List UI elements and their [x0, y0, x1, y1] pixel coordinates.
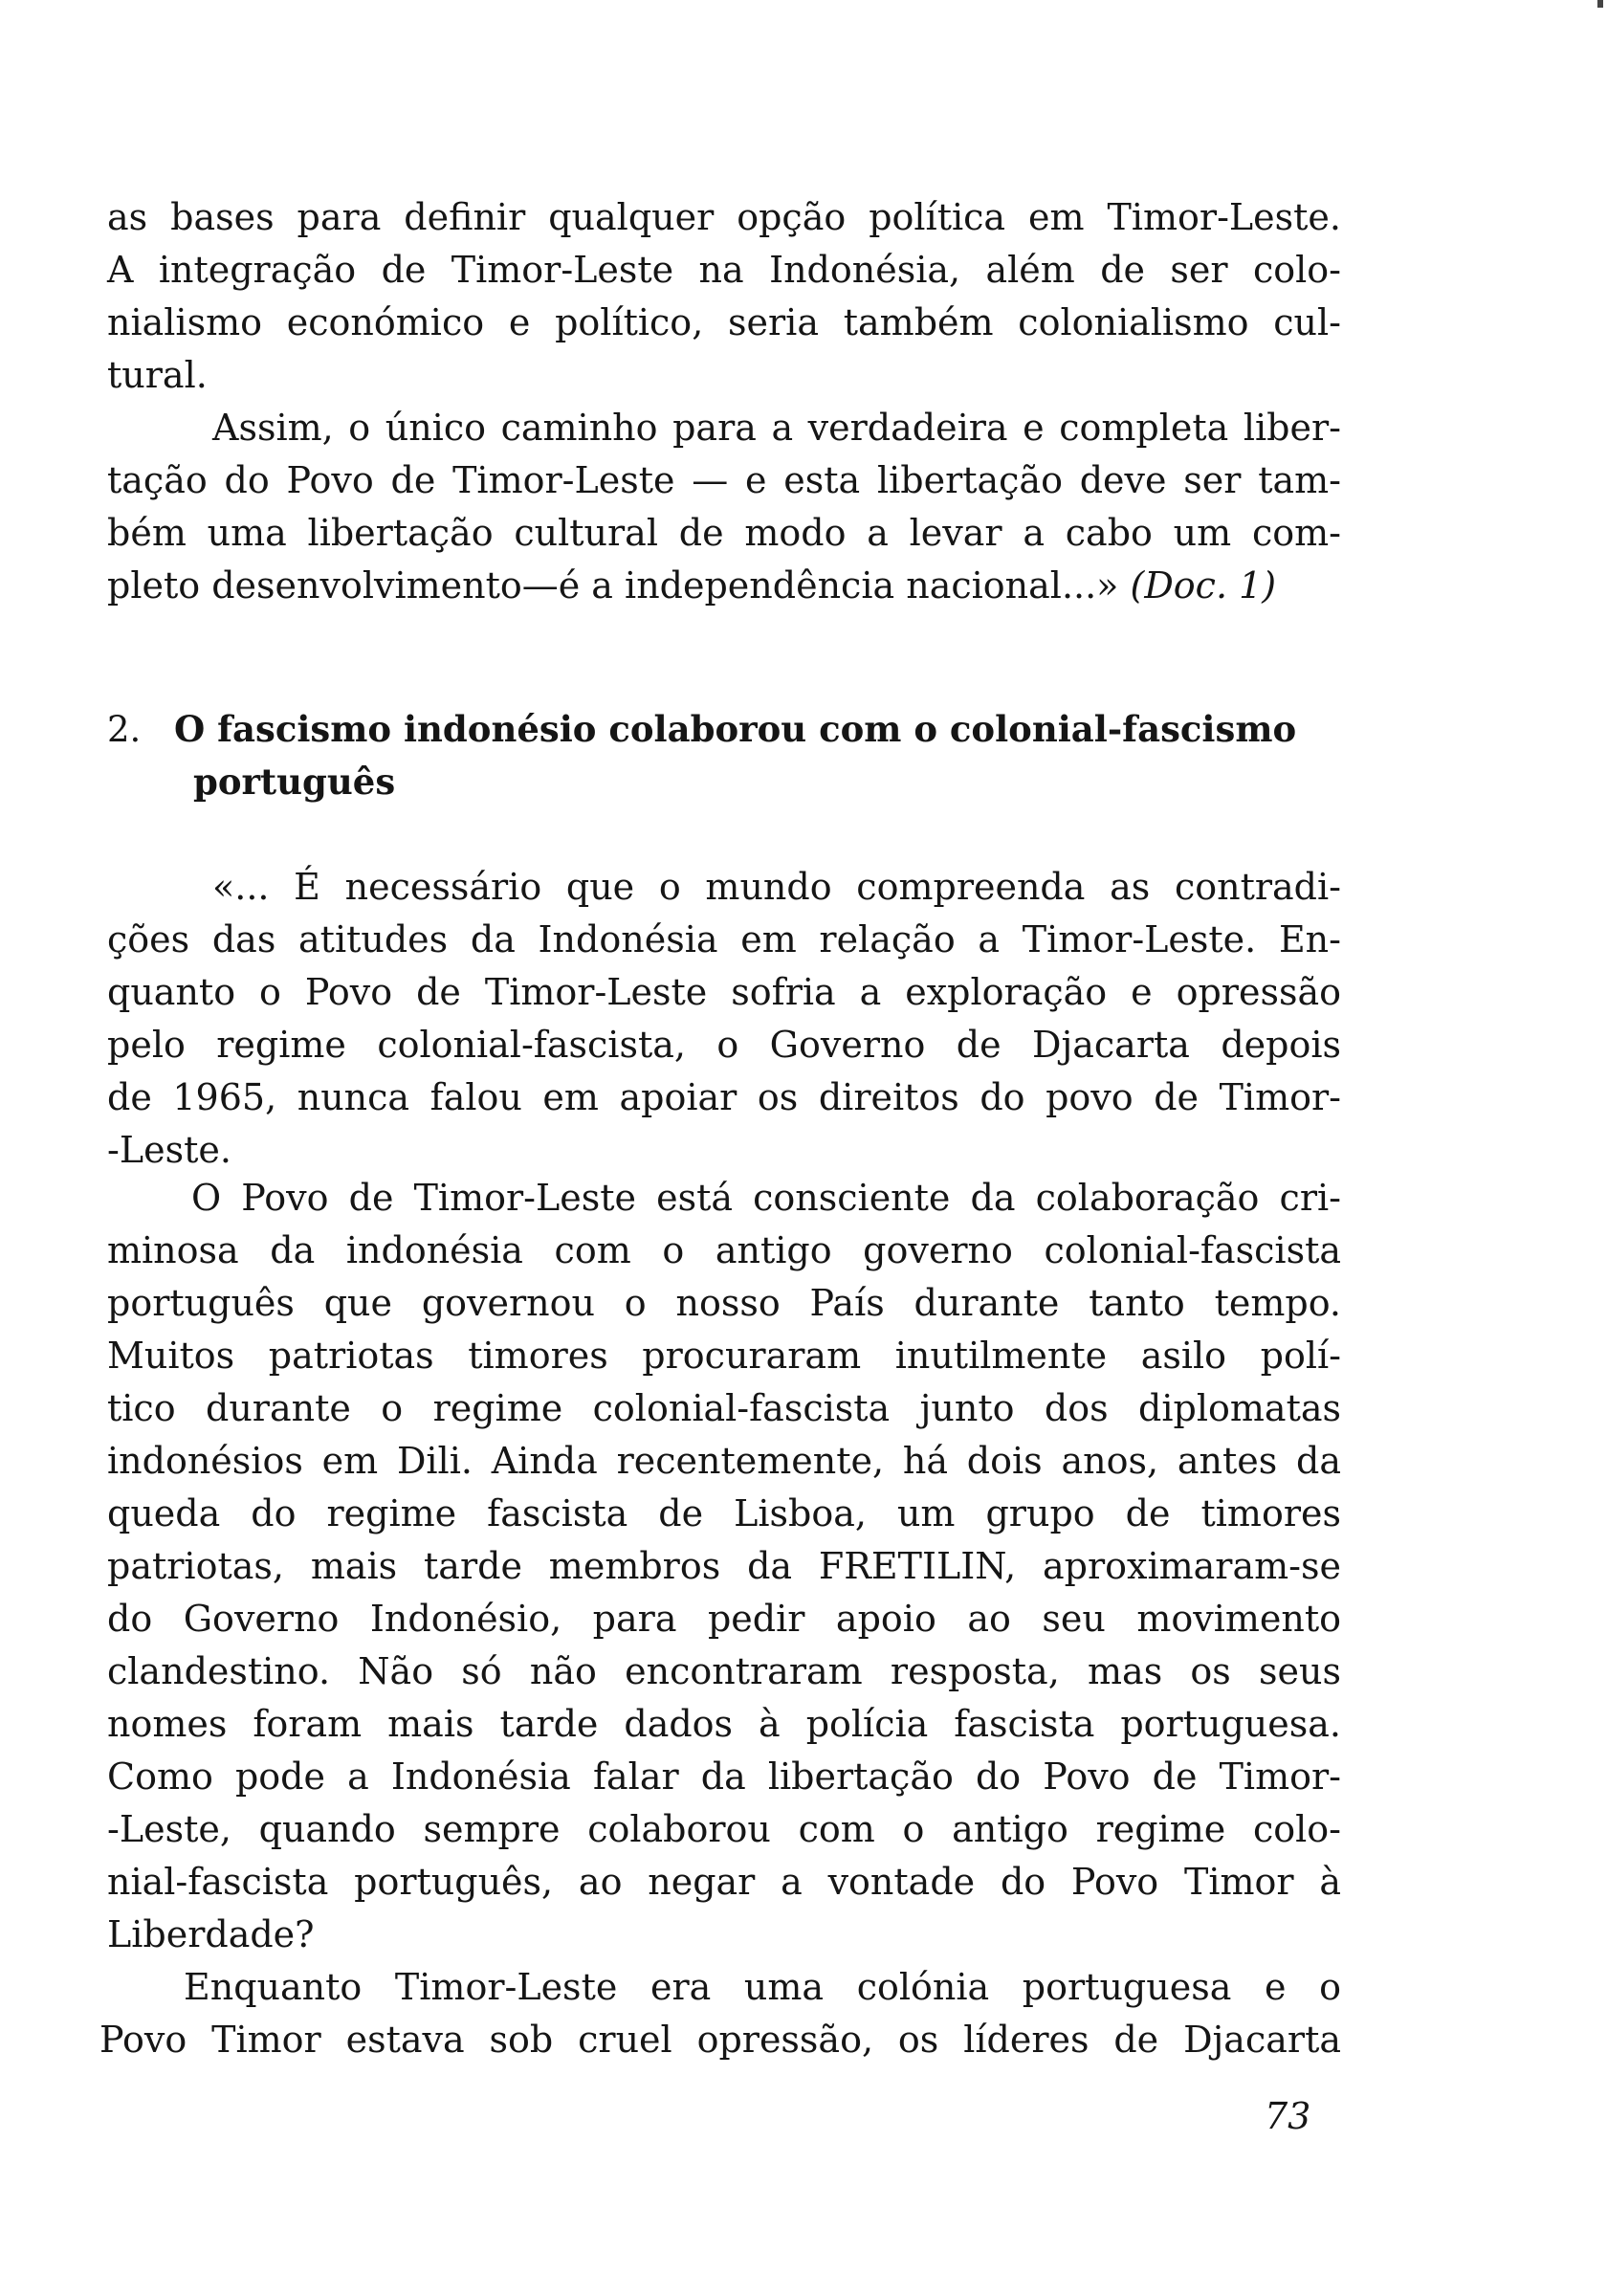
- text-line: pelo regime colonial-fascista, o Governo de Djacarta depois: [107, 1024, 1341, 1066]
- text-line: Liberdade?: [107, 1913, 315, 1955]
- text-line: minosa da indonésia com o antigo governo colonial-fascista: [107, 1229, 1341, 1271]
- text-line: -Leste, quando sempre colaborou com o antigo regime colo-: [107, 1808, 1341, 1850]
- text-line: Enquanto Timor-Leste era uma colónia portuguesa e o: [184, 1966, 1341, 2008]
- paragraph-5: [99, 1961, 1341, 2066]
- document-citation: (Doc. 1): [1130, 564, 1277, 607]
- text-line: do Governo Indonésio, para pedir apoio ao seu movimento: [107, 1598, 1341, 1640]
- text-line: pleto desenvolvimento—é a independência nacional...»: [107, 564, 1131, 607]
- text-line: A integração de Timor-Leste na Indonésia, além de ser colo-: [107, 249, 1341, 291]
- text-line: português que governou o nosso País durante tanto tempo.: [107, 1282, 1341, 1324]
- text-line: nial-fascista português, ao negar a vontade do Povo Timor à: [107, 1861, 1341, 1903]
- text-line-with-citation: [107, 560, 1341, 612]
- paragraph-2: [107, 402, 1341, 612]
- text-line: queda do regime fascista de Lisboa, um grupo de timores: [107, 1492, 1341, 1534]
- paragraph-4: [107, 1172, 1341, 1961]
- text-line: nomes foram mais tarde dados à polícia fascista portuguesa.: [107, 1703, 1341, 1745]
- text-line: -Leste.: [107, 1129, 231, 1171]
- text-line: indonésios em Dili. Ainda recentemente, há dois anos, antes da: [107, 1440, 1341, 1482]
- text-line: tural.: [107, 354, 208, 396]
- text-line: ções das atitudes da Indonésia em relação a Timor-Leste. En-: [107, 918, 1341, 960]
- paragraph-3: [107, 861, 1341, 1177]
- text-line: nialismo económico e político, seria também colonialismo cul-: [107, 301, 1341, 343]
- text-line: Como pode a Indonésia falar da libertação do Povo de Timor-: [107, 1755, 1341, 1798]
- paragraph-1: [107, 191, 1341, 402]
- text-line: Povo Timor estava sob cruel opressão, os líderes de Djacarta: [99, 2019, 1341, 2061]
- text-line: tação do Povo de Timor-Leste — e esta libertação deve ser tam-: [107, 459, 1341, 501]
- section-number: 2.: [107, 709, 142, 750]
- text-line: patriotas, mais tarde membros da FRETILIN, aproximaram-se: [107, 1545, 1341, 1587]
- text-line: Muitos patriotas timores procuraram inutilmente asilo polí-: [107, 1335, 1341, 1377]
- section-title-line-2: português: [193, 761, 396, 803]
- text-line: «... É necessário que o mundo compreenda as contradi-: [212, 866, 1341, 908]
- text-line: tico durante o regime colonial-fascista junto dos diplomatas: [107, 1387, 1341, 1429]
- section-heading: [107, 703, 1351, 808]
- text-line: as bases para definir qualquer opção política em Timor-Leste.: [107, 196, 1341, 238]
- text-line: O Povo de Timor-Leste está consciente da colaboração cri-: [191, 1177, 1341, 1219]
- text-line: bém uma libertação cultural de modo a levar a cabo um com-: [107, 512, 1341, 554]
- text-line: clandestino. Não só não encontraram resposta, mas os seus: [107, 1650, 1341, 1692]
- scan-artifact-mark: [1597, 0, 1603, 8]
- text-line: de 1965, nunca falou em apoiar os direitos do povo de Timor-: [107, 1076, 1341, 1118]
- text-line: quanto o Povo de Timor-Leste sofria a exploração e opressão: [107, 971, 1341, 1013]
- text-line: Assim, o único caminho para a verdadeira e completa liber-: [212, 407, 1341, 449]
- section-title-line-1: O fascismo indonésio colaborou com o colonial-fascismo: [174, 708, 1297, 750]
- page-number: 73: [1265, 2095, 1311, 2137]
